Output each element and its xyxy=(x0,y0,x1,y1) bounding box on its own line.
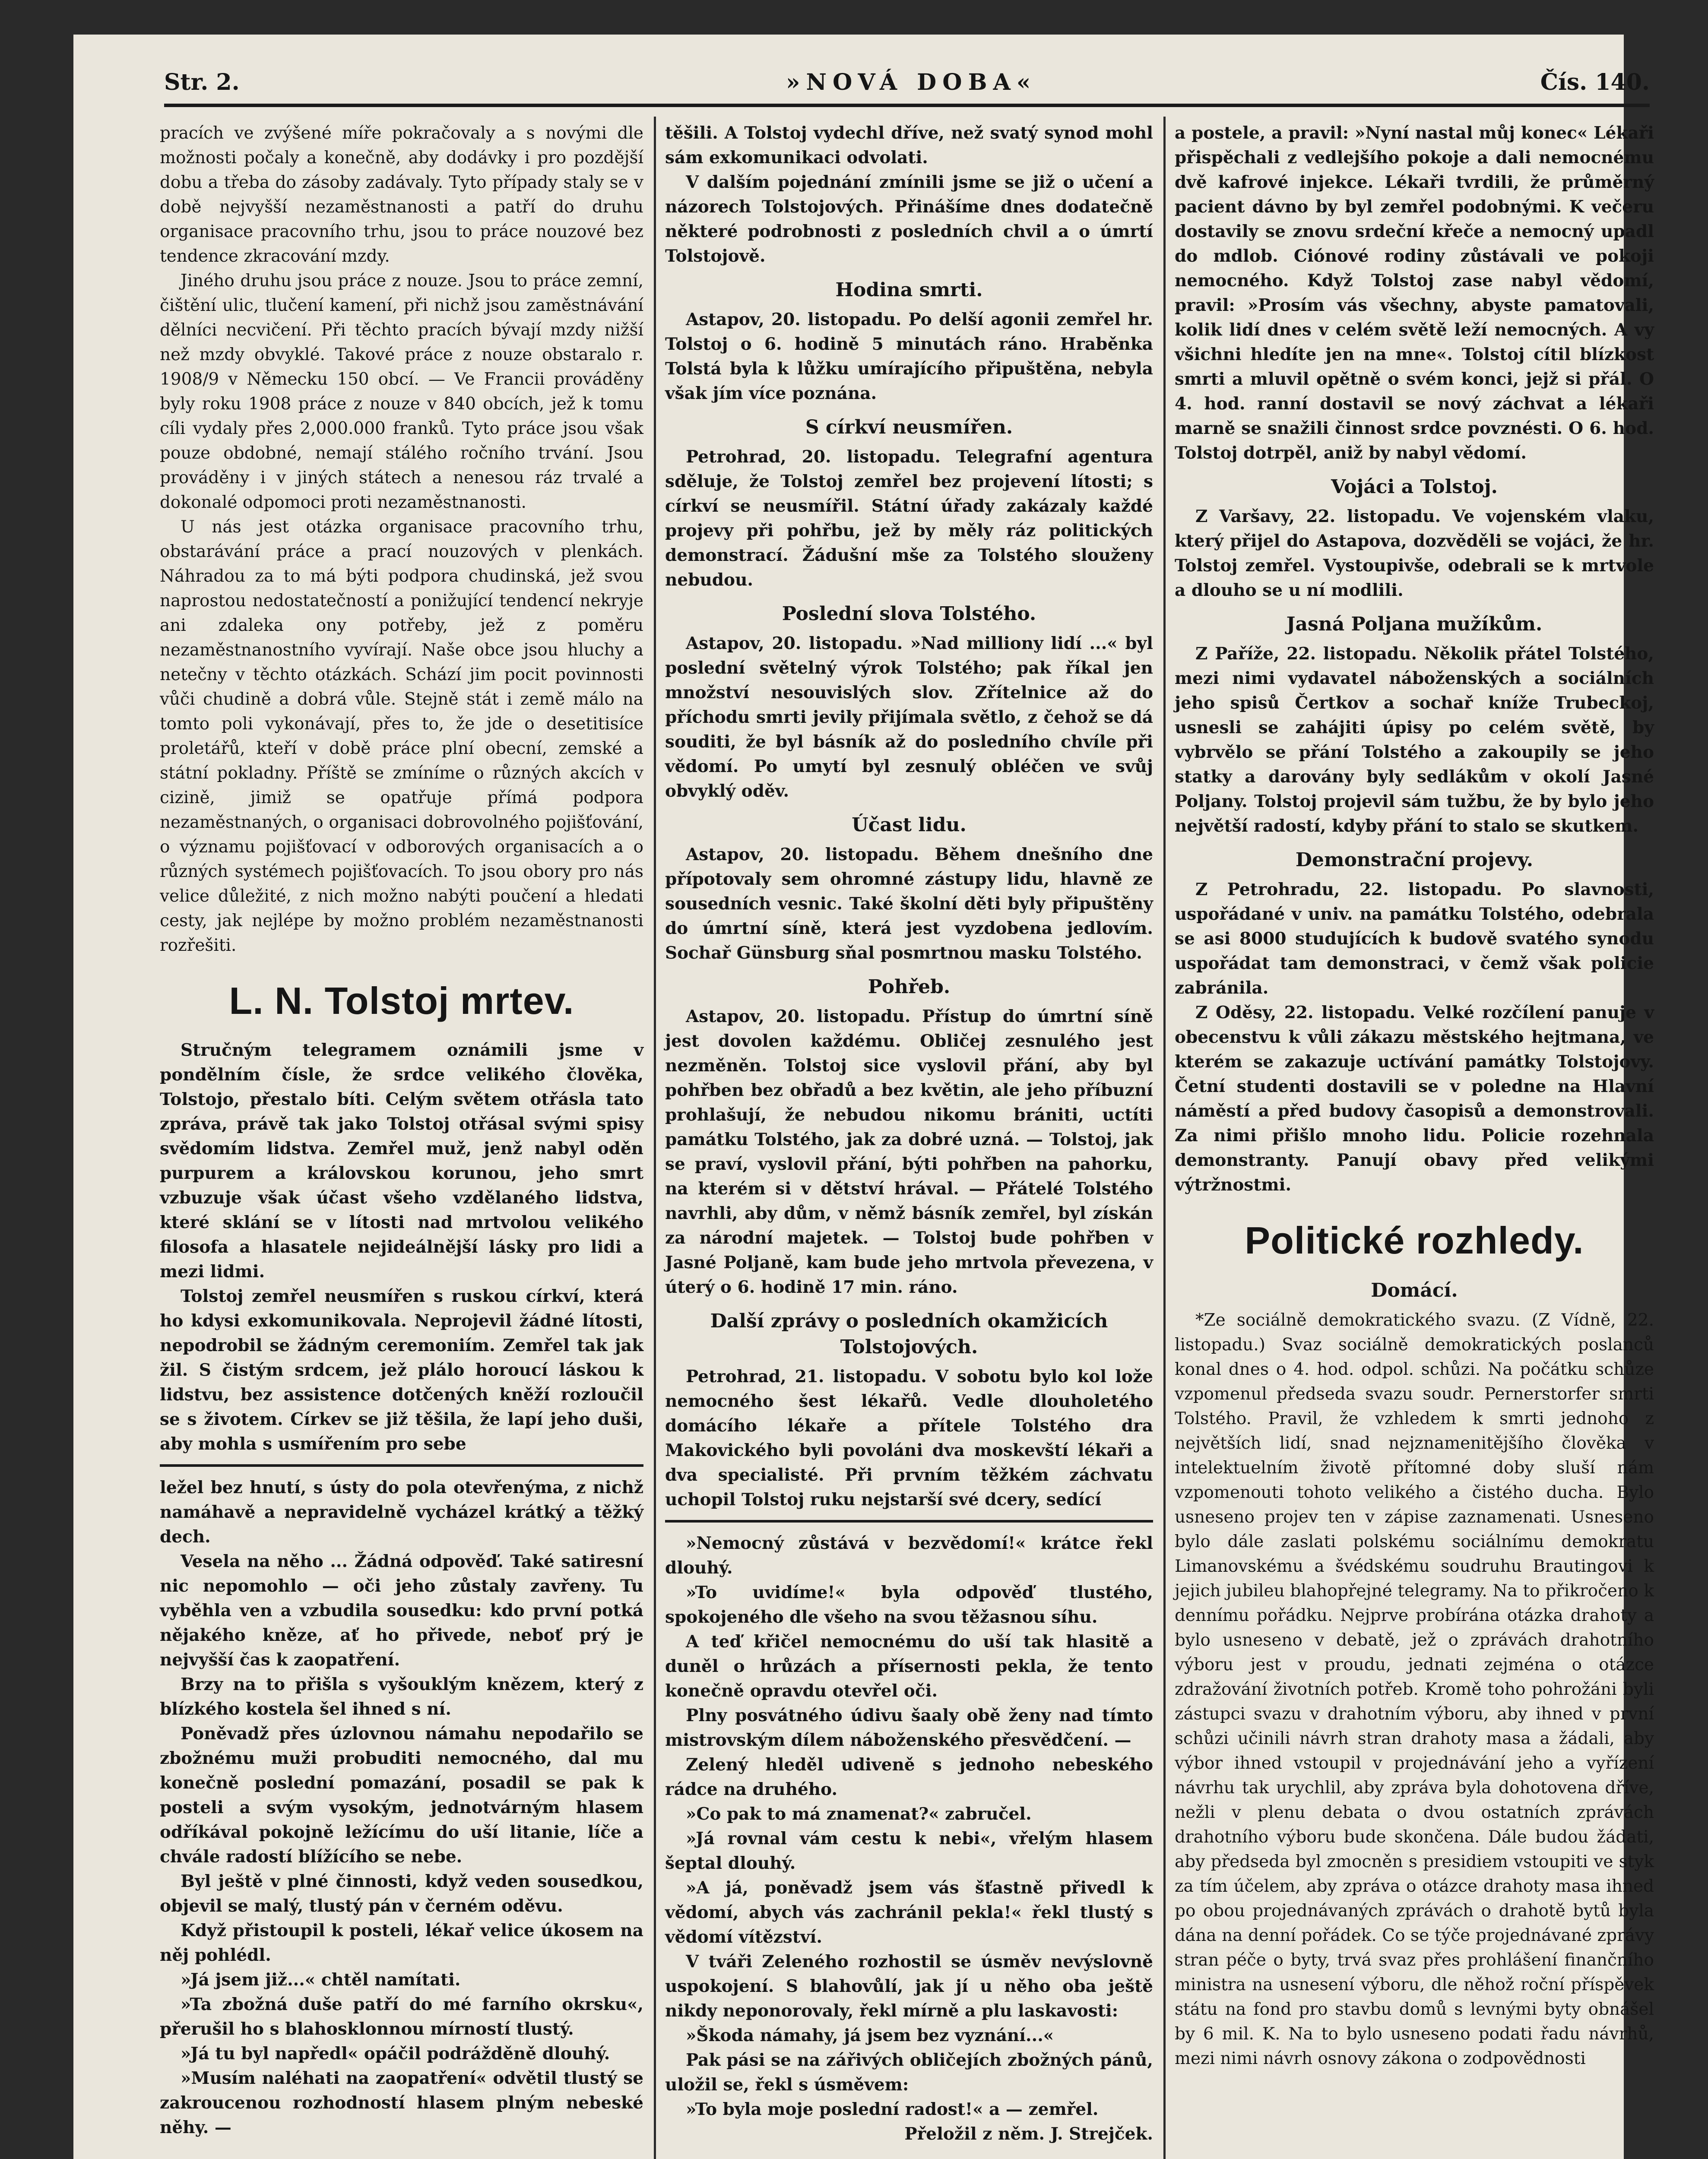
subheading-hodina-smrti: Hodina smrti. xyxy=(835,279,983,301)
article-paragraph: těšili. A Tolstoj vydechl dříve, než svatý synod mohl sám exkomunikaci odvolati. xyxy=(665,123,1153,168)
story-paragraph: ležel bez hnutí, s ústy do pola otevřenýma, z nichž namáhavě a nepravidelně vycházel krátký a těžký dech. xyxy=(160,1478,643,1547)
feuilleton-divider xyxy=(160,1464,643,1467)
story-paragraph: Plny posvátného údivu šaaly obě ženy nad tímto mistrovským dílem náboženského přesvědčení. — xyxy=(665,1706,1153,1750)
story-paragraph: »Škoda námahy, já jsem bez vyznání...« xyxy=(686,2026,1054,2045)
feuilleton-divider xyxy=(665,1520,1153,1523)
story-paragraph: Byl ještě v plné činnosti, když veden sousedkou, objevil se malý, tlustý pán v černém oděvu. xyxy=(160,1871,643,1916)
story-paragraph: »To byla moje poslední radost!« a — zemřel. xyxy=(686,2099,1099,2119)
subheading-demonstracni: Demonstrační projevy. xyxy=(1295,849,1534,871)
story-paragraph: Pak pási se na zářivých obličejích zbožných pánů, uložil se, řekl s úsměvem: xyxy=(665,2050,1153,2095)
story-paragraph: »A já, poněvadž jsem vás šťastně přivedl k vědomí, abych vás zachránil pekla!« řekl tlustý s vědomí vítězství. xyxy=(665,1878,1153,1947)
subheading-posledni-slova: Poslední slova Tolstého. xyxy=(782,603,1036,625)
subheading-jasna-poljana: Jasná Poljana mužíkům. xyxy=(1286,613,1543,635)
translator-signature: Přeložil z něm. J. Strejček. xyxy=(904,2124,1153,2144)
subheading-dalsi-zpravy: Další zprávy o posledních okamžicích Tolstojových. xyxy=(710,1310,1108,1358)
story-paragraph: »Co pak to má znamenat?« zabručel. xyxy=(686,1804,1032,1824)
article-paragraph: U nás jest otázka organisace pracovního trhu, obstarávání práce a prací nouzových v plenkách. Náhradou za to má býti podpora chudinská, jež svou naprostou nedostatečností a ponižující tendencí nekryje ani zdaleka ony potřeby, jež z poměru nezaměstnanostního vyvírají. Naše obce jsou hluchy a netečny v těchto otázkách. Schází jim pocit povinnosti vůči chudině a dobrá vůle. Stejně stát i země málo na tomto poli vykonávají, přes to, že jde o desetitisíce proletářů, kteří v době práce plní obecní, zemské a státní pokladny. Příště se zmíníme o různých akcích v cizině, jimiž se opatřuje přímá podpora nezaměstnaných, o organisaci dobrovolného pojišťování, o významu pojišťovací v odborových organisacích a o různých systémech pojišťovacích. To jsou obory pro nás velice důležité, z nich možno nabýti poučení a hledati cesty, jak nejlépe by možno problém nezaměstnanosti rozřešiti. xyxy=(160,517,643,955)
news-item: Astapov, 20. listopadu. Přístup do úmrtní síně jest dovolen každému. Obličej zesnulého jest nezměněn. Tolstoj sice vyslovil přání, aby byl pohřben bez obřadů a bez květin, ale jeho příbuzní prohlašují, že nebudou nikomu brániti, uctíti památku Tolstého, jak za dobré uzná. — Tolstoj, jak se praví, vyslovil přání, býti pohřben na pahorku, na kterém si v dětství hrával. — Přátelé Tolstého navrhli, aby dům, v němž básník zemřel, byl získán za národní majetek. — Tolstoj bude pohřben v Jasné Poljaně, kam bude jeho mrtvola převezena, v úterý o 6. hodině 17 min. ráno. xyxy=(665,1007,1153,1297)
column-1 xyxy=(160,121,643,2159)
news-item: Astapov, 20. listopadu. »Nad milliony lidí ...« byl poslední světelný výrok Tolstého; pak říkal jen množství nesouvislých slov. Zřítelnice až do příchodu smrti jevily přijímala světlo, z čehož se dá souditi, že byl básník až do posledního chvíle při vědomí. Po umytí byl zesnulý obléčen ve svůj obvyklý oděv. xyxy=(665,633,1153,801)
story-paragraph: Poněvadž přes úzlovnou námahu nepodařilo se zbožnému muži probuditi nemocného, dal mu konečně poslední pomazání, posadil se pak k posteli a svým vysokým, jednotvárným hlasem odříkával pokojně ležícímu do uší litanie, líče a chvále radostí blížícího se nebe. xyxy=(160,1724,643,1867)
story-paragraph: »Já rovnal vám cestu k nebi«, vřelým hlasem šeptal dlouhý. xyxy=(665,1829,1153,1873)
news-item: Petrohrad, 20. listopadu. Telegrafní agentura sděluje, že Tolstoj zemřel bez projevení lítosti; s církví se neusmířil. Státní úřady zakázaly každé projevy při pohřbu, jež by měly ráz politických demonstrací. Žádušní mše za Tolstého slouženy nebudou. xyxy=(665,447,1153,590)
subheading-ucast-lidu: Účast lidu. xyxy=(852,814,966,836)
story-paragraph: »Musím naléhati na zaopatření« odvětil tlustý se zakroucenou rozhodností hlasem plným nebeské něhy. — xyxy=(160,2068,643,2137)
page-number: Str. 2. xyxy=(164,69,240,95)
story-paragraph: Když přistoupil k posteli, lékař velice úkosem na něj pohlédl. xyxy=(160,1921,643,1965)
article-paragraph: Stručným telegramem oznámili jsme v pondělním čísle, že srdce velikého člověka, Tolstojo, přestalo bíti. Celým světem otřásla tato zpráva, právě tak jako Tolstoj otřásal svými spisy svědomím lidstva. Zemřel muž, jenž nabyl oděn purpurem a královskou korunou, jeho smrt vzbuzuje však účast všeho vzdělaného lidstva, které sklání se v lítosti nad mrtvolou velikého filosofa a hlasatele nejideálnější lásky pro lidi a mezi lidmi. xyxy=(160,1040,643,1282)
headline-tolstoj-mrtev: L. N. Tolstoj mrtev. xyxy=(229,979,574,1022)
story-paragraph: Vesela na něho ... Žádná odpověď. Také satiresní nic nepomohlo — oči jeho zůstaly zavřeny. Tu vyběhla ven a vzbudila sousedku: kdo první potká nějakého kněze, ať ho přivede, neboť prý je nejvyšší čas k zaopatření. xyxy=(160,1551,643,1670)
news-item: a postele, a pravil: »Nyní nastal můj konec« Lékaři přispěchali z vedlejšího pokoje a dali nemocnému dvě kafrové injekce. Lékaři tvrdili, že průměrný pacient dávno by byl zemřel podobnými. K večeru dostavily se znovu srdeční křeče a nemocný upadl do mdlob. Ciónové rodiny zůstávali ve pokoji nemocného. Když Tolstoj zase nabyl vědomí, pravil: »Prosím vás všechny, abyste pamatovali, kolik lidí dnes v celém světě leží nemocných. A vy všichni hledíte jen na mne«. Tolstoj cítil blízkost smrti a mluvil opětně o svém konci, jejž si přál. O 4. hod. ranní dostavil se nový záchvat a lékaři marně se snažili činnost srdce povznésti. O 6. hod. Tolstoj dotrpěl, aniž by nabyl vědomí. xyxy=(1175,123,1654,463)
news-item: Astapov, 20. listopadu. Po delší agonii zemřel hr. Tolstoj o 6. hodině 5 minutách ráno. Hraběnka Tolstá byla k lůžku umírajícího připuštěna, nebyla však jím více poznána. xyxy=(665,310,1153,403)
header-divider xyxy=(164,104,1650,107)
article-paragraph: Tolstoj zemřel neusmířen s ruskou církví, která ho kdysi exkomunikovala. Neprojevil žádné lítosti, nepodrobil se žádným ceremoniím. Zemřel tak jak žil. S čistým srdcem, jež plálo horoucí láskou k lidstvu, bez assistence dotčených kněží rozloučil se s životem. Církev se již těšila, že lapí jeho duši, aby mohla s usmířením pro sebe xyxy=(160,1286,643,1454)
column-2 xyxy=(665,121,1153,2159)
section-domaci: Domácí. xyxy=(1371,1279,1458,1301)
story-paragraph: A teď křičel nemocnému do uší tak hlasitě a duněl o hrůzách a přísernosti pekla, že tento konečně opravdu otevřel oči. xyxy=(665,1632,1153,1701)
article-paragraph: *Ze sociálně demokratického svazu. (Z Vídně, 22. listopadu.) Svaz sociálně demokratických poslanců konal dnes o 4. hod. odpol. schůzi. Na počátku schůze vzpomenul předseda svazu soudr. Pernerstorfer smrti Tolstého. Pravil, že vzhledem k smrti jednoho z největších lidí, snad nejznamenitějšího člověka v intelektuelním životě přítomné doby sluší nám vzpomenouti tohoto velikého a čistého ducha. Bylo usneseno projev ten v zápise zaznamenati. Usneseno bylo dále zaslati polskému sociálnímu demokratu Limanovskému a švédskému soudruhu Brautingovi k jejich jubileu blahopřejné telegramy. Na to přikročeno k dennímu pořádku. Nejprve probírána otázka drahoty a bylo usneseno v debatě, jež o zprávách drahotního výboru jest v proudu, jednati zejména o otázce zdražování životních potřeb. Kromě toho pohrožáni byli zástupci svazu v drahotním výboru, aby ihned v první schůzi učinili návrh stran drahoty masa a žádali, aby výbor ihned vstoupil v projednávání jeho a vyřízení návrhu tak urychlil, aby zpráva byla dohotovena dříve, nežli v plenu debata o dvou ostatních zprávách drahotního výboru bude skončena. Dále budou žádati, aby předseda byl zmocněn s presidiem vstoupiti ve styk za tím účelem, aby zpráva o otázce drahoty masa ihned po obou projednávaných zprávách o drahotě bytů byla dána na denní pořádek. Co se týče projednávané zprávy stran péče o byty, trvá svaz přes prohlášení finančního ministra na usnesení výboru, dle něhož roční příspěvek státu na fond pro stavbu domů s levnými byty obnášel by 6 mil. K. Na to bylo usneseno podati řadu návrhů, mezi nimi návrh osnovy zákona o zodpovědnosti xyxy=(1175,1311,1654,2068)
news-item: Z Petrohradu, 22. listopadu. Po slavnosti, uspořádané v univ. na památku Tolstého, odebrala se asi 8000 studujících k budově svatého synodu uspořádat tam demonstraci, v čemž však policie zabránila. xyxy=(1175,880,1654,998)
column-3 xyxy=(1175,121,1654,2159)
column-divider xyxy=(1163,117,1166,2159)
headline-politicke-rozhledy: Politické rozhledy. xyxy=(1245,1219,1584,1262)
story-paragraph: »Já jsem již...« chtěl namítati. xyxy=(181,1970,461,1990)
story-paragraph: »Nemocný zůstává v bezvědomí!« krátce řekl dlouhý. xyxy=(665,1533,1153,1578)
column-divider xyxy=(654,117,656,2159)
news-item: Z Varšavy, 22. listopadu. Ve vojenském vlaku, který přijel do Astapova, dozvěděli se vojáci, že hr. Tolstoj zemřel. Vystoupivše, odebrali se k mrtvole a dlouho se u ní modlili. xyxy=(1175,507,1654,600)
story-paragraph: »Já tu byl napředl« opáčil podrážděně dlouhý. xyxy=(181,2044,610,2064)
story-paragraph: Zelený hleděl udiveně s jednoho nebeského rádce na druhého. xyxy=(665,1755,1153,1799)
news-item: Z Paříže, 22. listopadu. Několik přátel Tolstého, mezi nimi vydavatel náboženských a sociálních jeho spisů Čertkov a sochař kníže Trubeckoj, usnesli se zahájiti úpisy po celém světě, by vybrvělo se přání Tolstého a zakoupily se jeho statky a darovány byly sedlákům v okolí Jasné Poljany. Tolstoj projevil sám tužbu, že by bylo jeho největší radostí, kdyby přání to stalo se skutkem. xyxy=(1175,644,1654,836)
story-paragraph: »Ta zbožná duše patří do mé farního okrsku«, přerušil ho s blahosklonnou mírností tlustý. xyxy=(160,1994,643,2039)
subheading-vojaci: Vojáci a Tolstoj. xyxy=(1331,476,1498,498)
story-paragraph: V tváři Zeleného rozhostil se úsměv nevýslovně uspokojení. S blahovůlí, jak jí u něho oba ještě nikdy neponorovaly, řekl mírně a plu laskavosti: xyxy=(665,1952,1153,2021)
article-paragraph: V dalším pojednání zmínili jsme se již o učení a názorech Tolstojových. Přinášíme dnes dodatečně některé podrobnosti z posledních chvil a o úmrtí Tolstojově. xyxy=(665,172,1153,266)
story-paragraph: »To uvidíme!« byla odpověď tlustého, spokojeného dle všeho na svou těžasnou síhu. xyxy=(665,1583,1153,1627)
article-paragraph: pracích ve zvýšené míře pokračovaly a s novými dle možnosti počaly a konečně, aby dodávky i pro pozdější dobu a třeba do zásoby zadávaly. Tyto případy staly se v době nejvyšší nezaměstnanosti a patří do druhu organisace pracovního trhu, jsou to práce nouzové bez tendence zkracování mzdy. xyxy=(160,123,643,266)
news-item: Astapov, 20. listopadu. Během dnešního dne přípotovaly sem ohromné zástupy lidu, hlavně ze sousedních vesnic. Také školní děti byly připuštěny do úmrtní síně, která jest vyzdobena jedlovím. Sochař Günsburg sňal posmrtnou masku Tolstého. xyxy=(665,845,1153,963)
subheading-pohreb: Pohřeb. xyxy=(868,976,951,998)
news-item: Petrohrad, 21. listopadu. V sobotu bylo kol lože nemocného šest lékařů. Vedle dlouholetého domácího lékaře a přítele Tolstého dra Makovického byli povoláni dva moskevští lékaři a dva specialisté. Při prvním těžkém záchvatu uchopil Tolstoj ruku nejstarší své dcery, sedící xyxy=(665,1367,1153,1510)
article-paragraph: Jiného druhu jsou práce z nouze. Jsou to práce zemní, čištění ulic, tlučení kamení, při nichž jsou zaměstnávání dělníci necvičení. Při těchto pracích bývají mzdy nižší než mzdy obvyklé. Takové práce z nouze obstaralo r. 1908/9 v Německu 150 obcí. — Ve Francii prováděny byly roku 1908 práce z nouze v 840 obcích, jež k tomu cíli vydaly přes 2,000.000 franků. Tyto práce jsou však pouze obdobné, nemají stálého ročního trvání. Jsou prováděny i v jiných státech a nenesou ráz trvalé a dokonalé odpomoci proti nezaměstnanosti. xyxy=(160,271,643,512)
subheading-s-cirkvi-neusmiren: S církví neusmířen. xyxy=(805,416,1013,438)
issue-number: Čís. 140. xyxy=(1540,69,1650,95)
newspaper-page xyxy=(73,35,1654,2159)
masthead-title: »NOVÁ DOBA« xyxy=(786,69,1037,95)
page-header xyxy=(164,65,1650,104)
news-item: Z Oděsy, 22. listopadu. Velké rozčílení panuje v obecenstvu k vůli zákazu městského hejtmana, ve kterém se zakazuje uctívání památky Tolstojovy. Četní studenti dostavili se v poledne na Hlavní náměstí a před budovy časopisů a demonstrovali. Za nimi přišlo mnoho lidu. Policie rozehnala demonstranty. Panují obavy před velikými výtržnostmi. xyxy=(1175,1003,1654,1195)
story-paragraph: Brzy na to přišla s vyšouklým knězem, který z blízkého kostela šel ihned s ní. xyxy=(160,1675,643,1719)
